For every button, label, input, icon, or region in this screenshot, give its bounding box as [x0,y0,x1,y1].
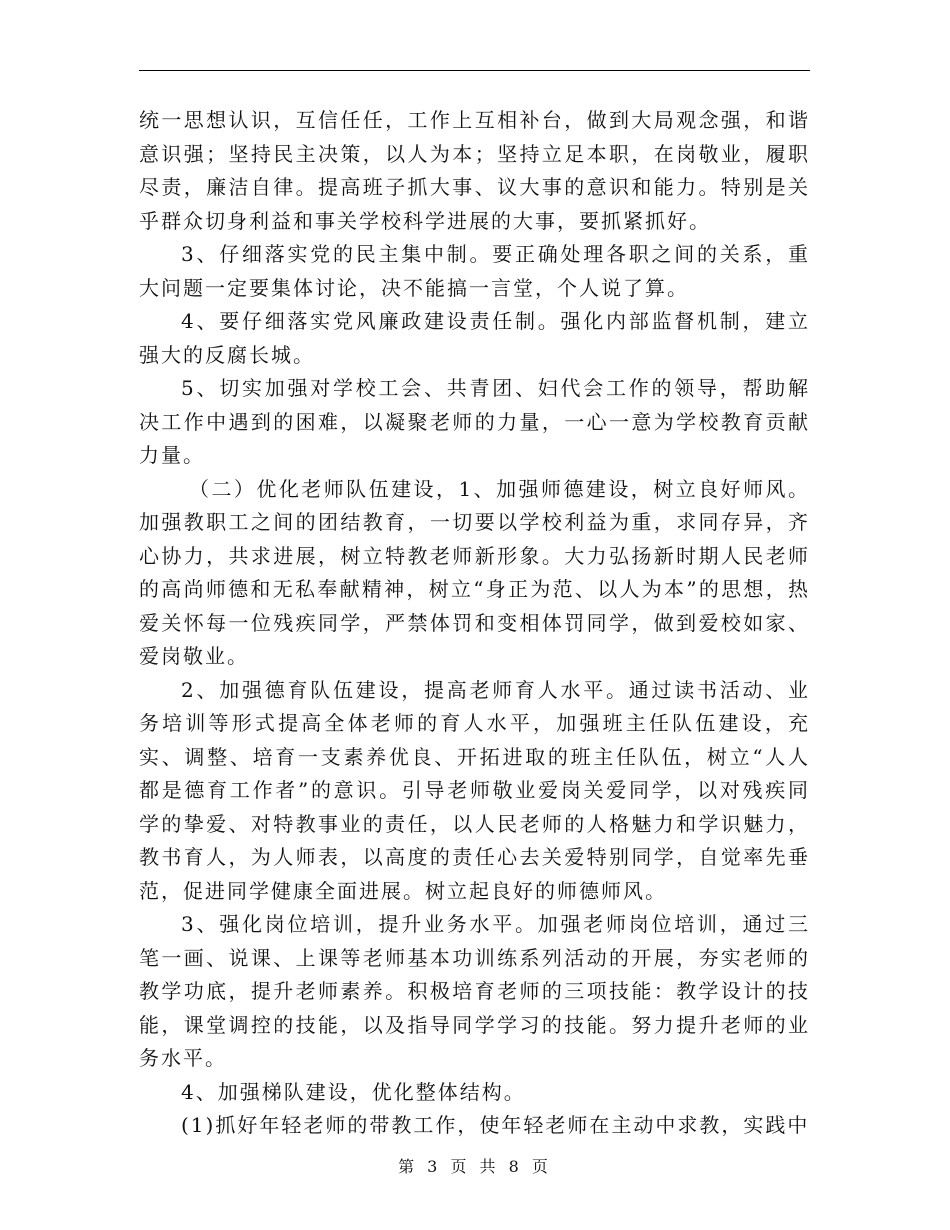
paragraph: 3、仔细落实党的民主集中制。要正确处理各职之间的关系，重大问题一定要集体讨论，决不能搞一言堂，个人说了算。 [139,242,810,300]
paragraph: （二）优化老师队伍建设，1、加强师德建设，树立良好师风。加强教职工之间的团结教育，一切要以学校利益为重，求同存异，齐心协力，共求进展，树立特教老师新形象。大力弘扬新时期人民老师的高尚师德和无私奉献精神，树立“身正为范、以人为本”的思想，热爱关怀每一位残疾同学，严禁体罚和变相体罚同学，做到爱校如家、爱岗敬业。 [139,476,810,668]
page-number: 第 3 页 共 8 页 [398,1157,552,1176]
paragraph: 2、加强德育队伍建设，提高老师育人水平。通过读书活动、业务培训等形式提高全体老师的育人水平，加强班主任队伍建设，充实、调整、培育一支素养优良、开拓进取的班主任队伍，树立“人人都是德育工作者”的意识。引导老师敬业爱岗关爱同学，以对残疾同学的挚爱、对特教事业的责任，以人民老师的人格魅力和学识魅力，教书育人，为人师表，以高度的责任心去关爱特别同学，自觉率先垂范，促进同学健康全面进展。树立起良好的师德师风。 [139,677,810,903]
header-rule [139,70,810,71]
paragraph: 5、切实加强对学校工会、共青团、妇代会工作的领导，帮助解决工作中遇到的困难，以凝聚老师的力量，一心一意为学校教育贡献力量。 [139,376,810,467]
paragraph: 4、加强梯队建设，优化整体结构。 [181,1079,526,1104]
paragraph: 4、要仔细落实党风廉政建设责任制。强化内部监督机制，建立强大的反腐长城。 [139,309,810,367]
paragraph: 3、强化岗位培训，提升业务水平。加强老师岗位培训，通过三笔一画、说课、上课等老师基本功训练系列活动的开展，夯实老师的教学功底，提升老师素养。积极培育老师的三项技能：教学设计的技能，课堂调控的技能，以及指导同学学习的技能。努力提升老师的业务水平。 [139,912,810,1070]
document-body [139,104,810,1143]
paragraph: (1)抓好年轻老师的带教工作，使年轻老师在主动中求教，实践中 [181,1113,810,1137]
paragraph: 统一思想认识，互信任任，工作上互相补台，做到大局观念强，和谐意识强；坚持民主决策，以人为本；坚持立足本职，在岗敬业，履职尽责，廉洁自律。提高班子抓大事、议大事的意识和能力。特别是关乎群众切身利益和事关学校科学进展的大事，要抓紧抓好。 [139,108,810,233]
